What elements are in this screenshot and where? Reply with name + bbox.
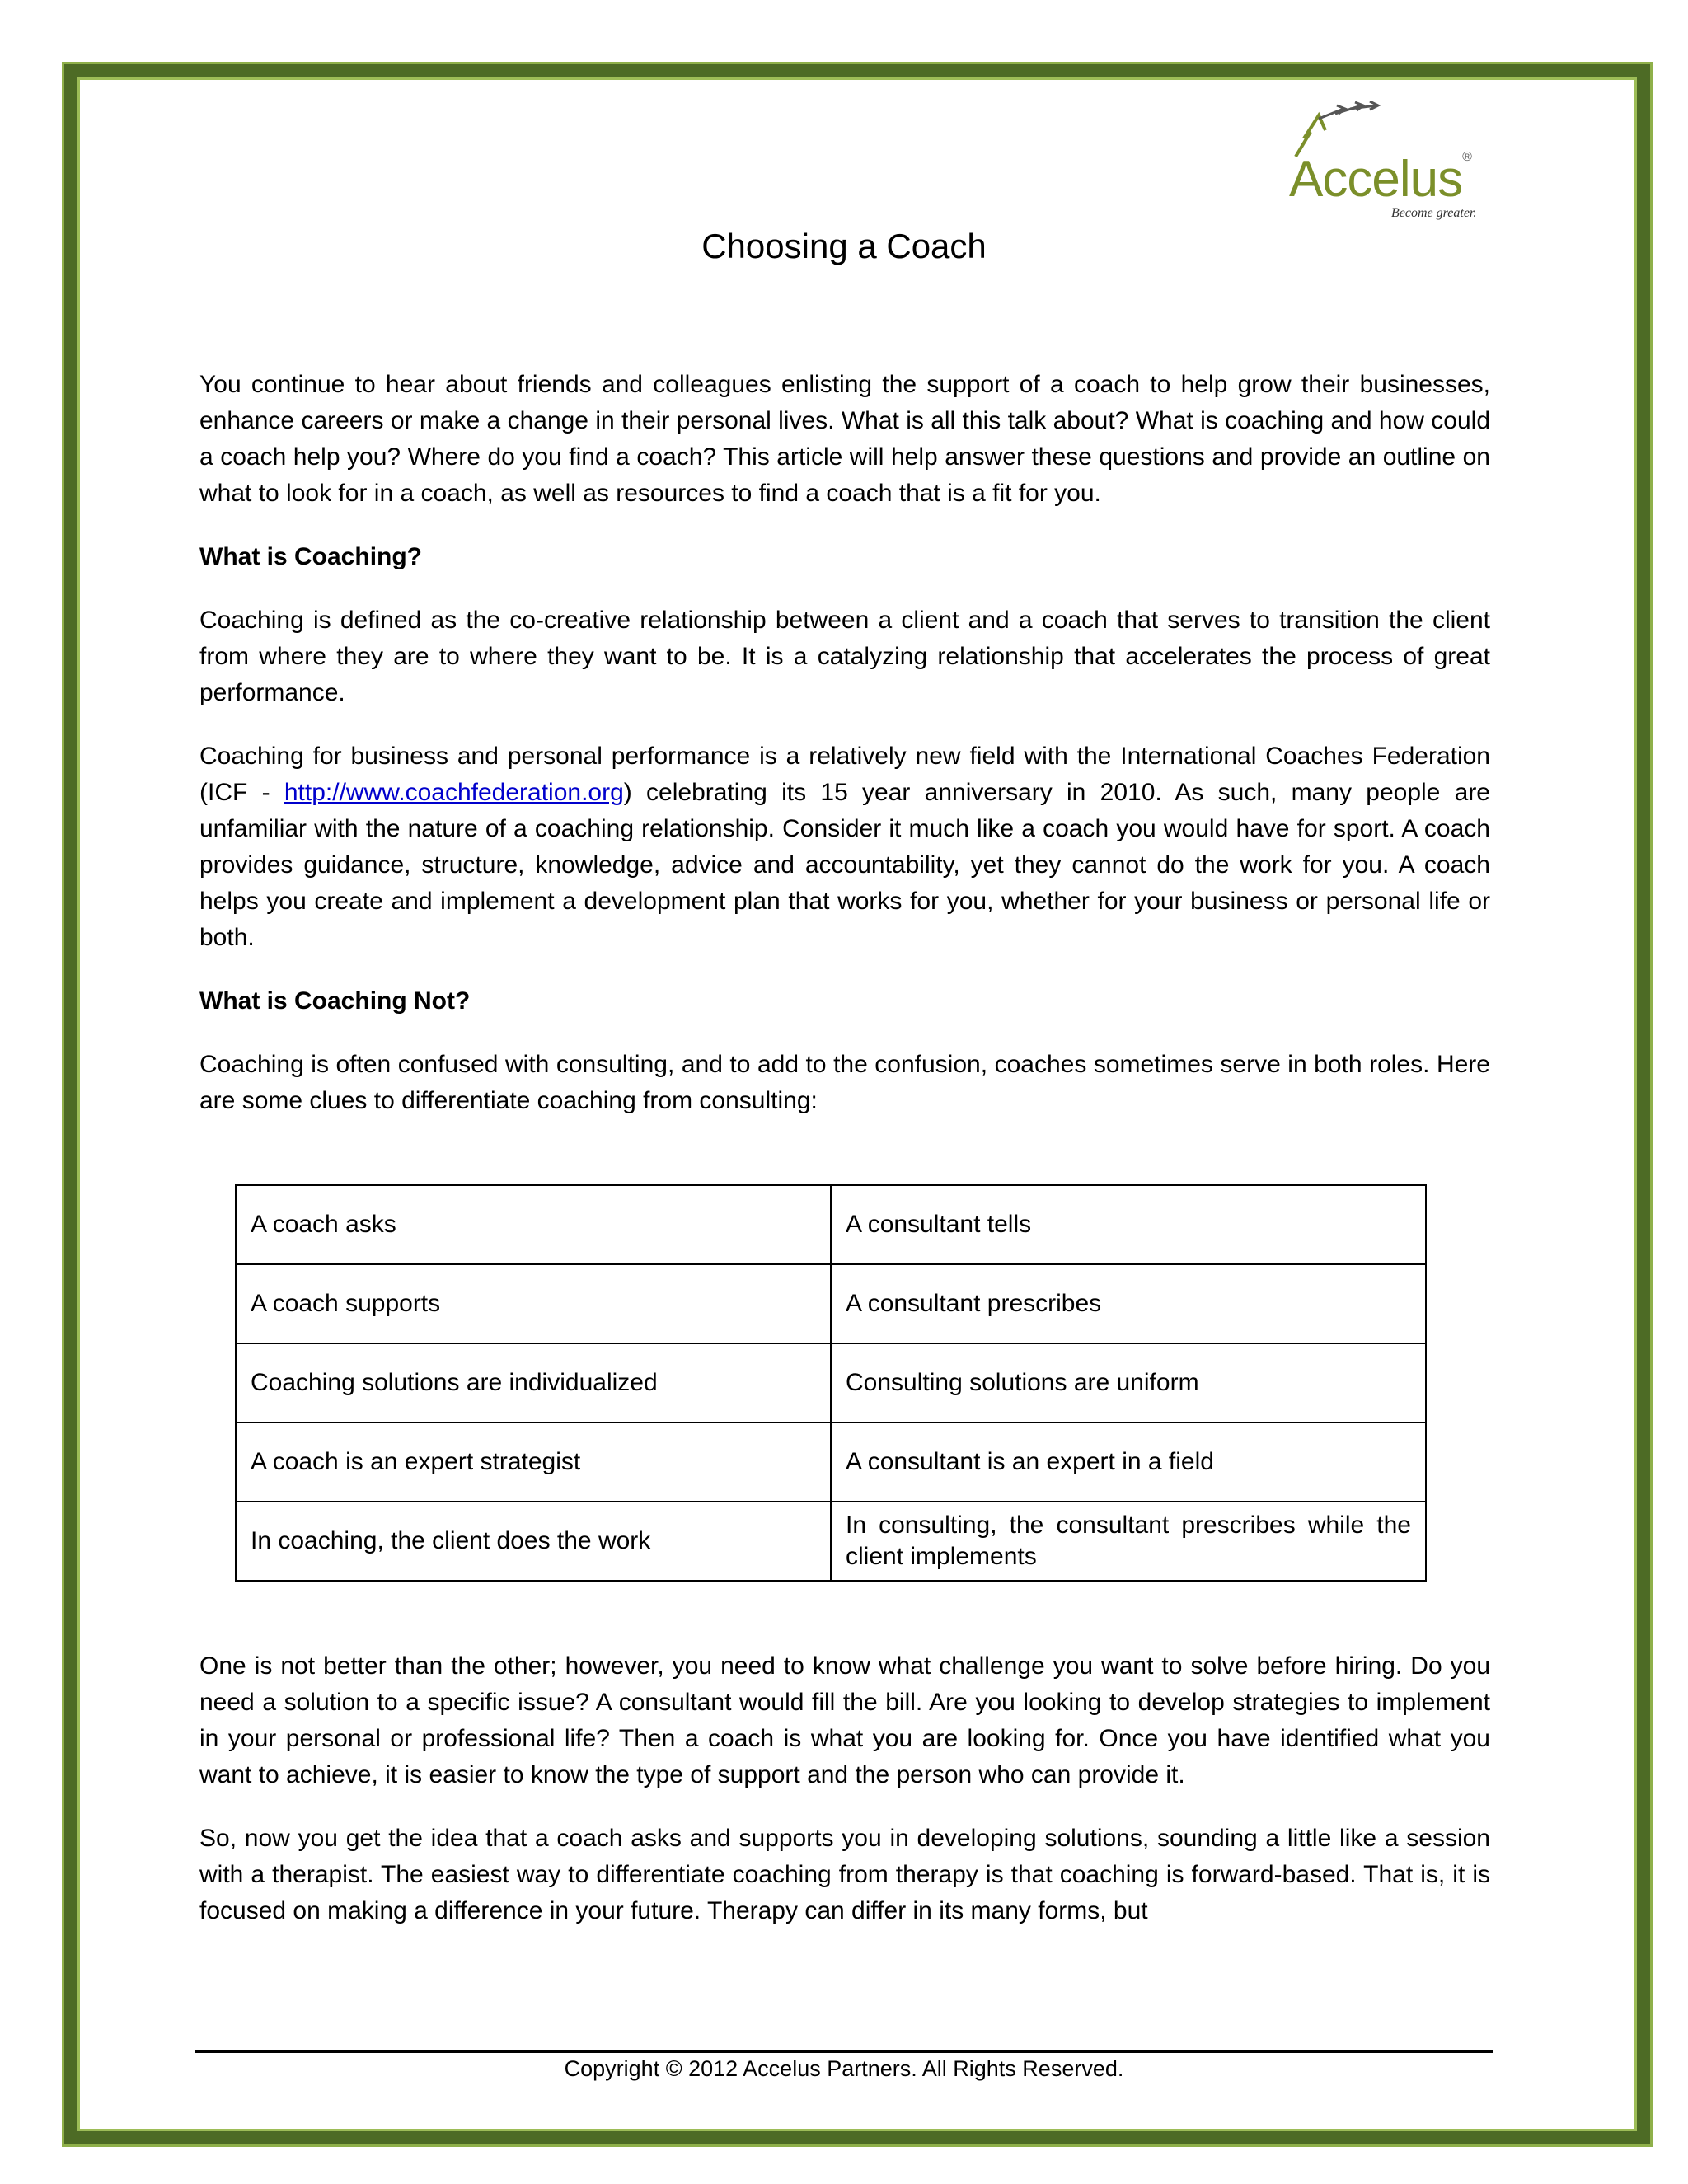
table-row [236, 1502, 1426, 1581]
intro-paragraph: You continue to hear about friends and colleagues enlisting the support of a coach to help grow their businesses, enhance careers or make a change in their personal lives. What is all this talk about? What is coaching and how could a coach help you? Where do you find a coach? This article will help answer these questions and provide an outline on what to look for in a coach, as well as resources to find a coach that is a fit for you. [199, 371, 1490, 507]
table-cell: A consultant tells [831, 1185, 1426, 1264]
paragraph-text: Coaching for business and personal performance is a relatively new field with the International Coaches Federation (ICF - [199, 743, 1490, 806]
icf-link[interactable]: http://www.coachfederation.org [284, 779, 624, 806]
footer-divider [195, 2050, 1493, 2053]
table-row [236, 1343, 1426, 1422]
body-paragraph [199, 738, 1490, 956]
table-cell: In coaching, the client does the work [236, 1502, 831, 1581]
table-cell: Coaching solutions are individualized [236, 1343, 831, 1422]
coaching-vs-consulting-table [235, 1184, 1427, 1582]
logo-tagline: Become greater. [1391, 206, 1477, 220]
body-content [199, 367, 1490, 1119]
table-cell: In consulting, the consultant prescribes while the client implements [831, 1502, 1426, 1581]
accelus-logo [1286, 101, 1492, 224]
paragraph-text: ) celebrating its 15 year anniversary in 2010. As such, many people are unfamiliar with the nature of a coaching relationship. Consider it much like a coach you would have for sport. A coach provides guidance, structure, knowledge, advice and accountability, yet they cannot do the work for you. A coach helps you create and implement a development plan that works for you, whether for your business or personal life or both. [199, 779, 1490, 951]
footer-copyright: Copyright © 2012 Accelus Partners. All Rights Reserved. [564, 2056, 1124, 2081]
body-paragraph: So, now you get the idea that a coach asks and supports you in developing solutions, sounding a little like a session with a therapist. The easiest way to differentiate coaching from therapy is that coaching is forward-based. That is, it is focused on making a difference in your future. Therapy can differ in its many forms, but [199, 1825, 1490, 1924]
body-content-continued [199, 1648, 1490, 1929]
table-cell: A consultant is an expert in a field [831, 1422, 1426, 1502]
table-cell: A coach supports [236, 1264, 831, 1343]
table-cell: Consulting solutions are uniform [831, 1343, 1426, 1422]
table-row [236, 1422, 1426, 1502]
table-cell: A coach asks [236, 1185, 831, 1264]
table-cell: A consultant prescribes [831, 1264, 1426, 1343]
table-row [236, 1264, 1426, 1343]
logo-wordmark: Accelus® [1289, 150, 1471, 208]
body-paragraph: One is not better than the other; however, you need to know what challenge you want to solve before hiring. Do you need a solution to a specific issue? A consultant would fill the bill. Are you looking to develop strategies to implement in your personal or professional life? Then a coach is what you are looking for. Once you have identified what you want to achieve, it is easier to know the type of support and the person who can provide it. [199, 1652, 1490, 1788]
body-paragraph: Coaching is often confused with consulting, and to add to the confusion, coaches sometimes serve in both roles. Here are some clues to differentiate coaching from consulting: [199, 1051, 1490, 1114]
table-row [236, 1185, 1426, 1264]
section-heading: What is Coaching? [199, 543, 422, 570]
table-cell: A coach is an expert strategist [236, 1422, 831, 1502]
body-paragraph: Coaching is defined as the co-creative relationship between a client and a coach that serves to transition the client from where they are to where they want to be. It is a catalyzing relationship that accelerates the process of great performance. [199, 607, 1490, 706]
page-title: Choosing a Coach [701, 227, 987, 265]
section-heading: What is Coaching Not? [199, 987, 471, 1015]
